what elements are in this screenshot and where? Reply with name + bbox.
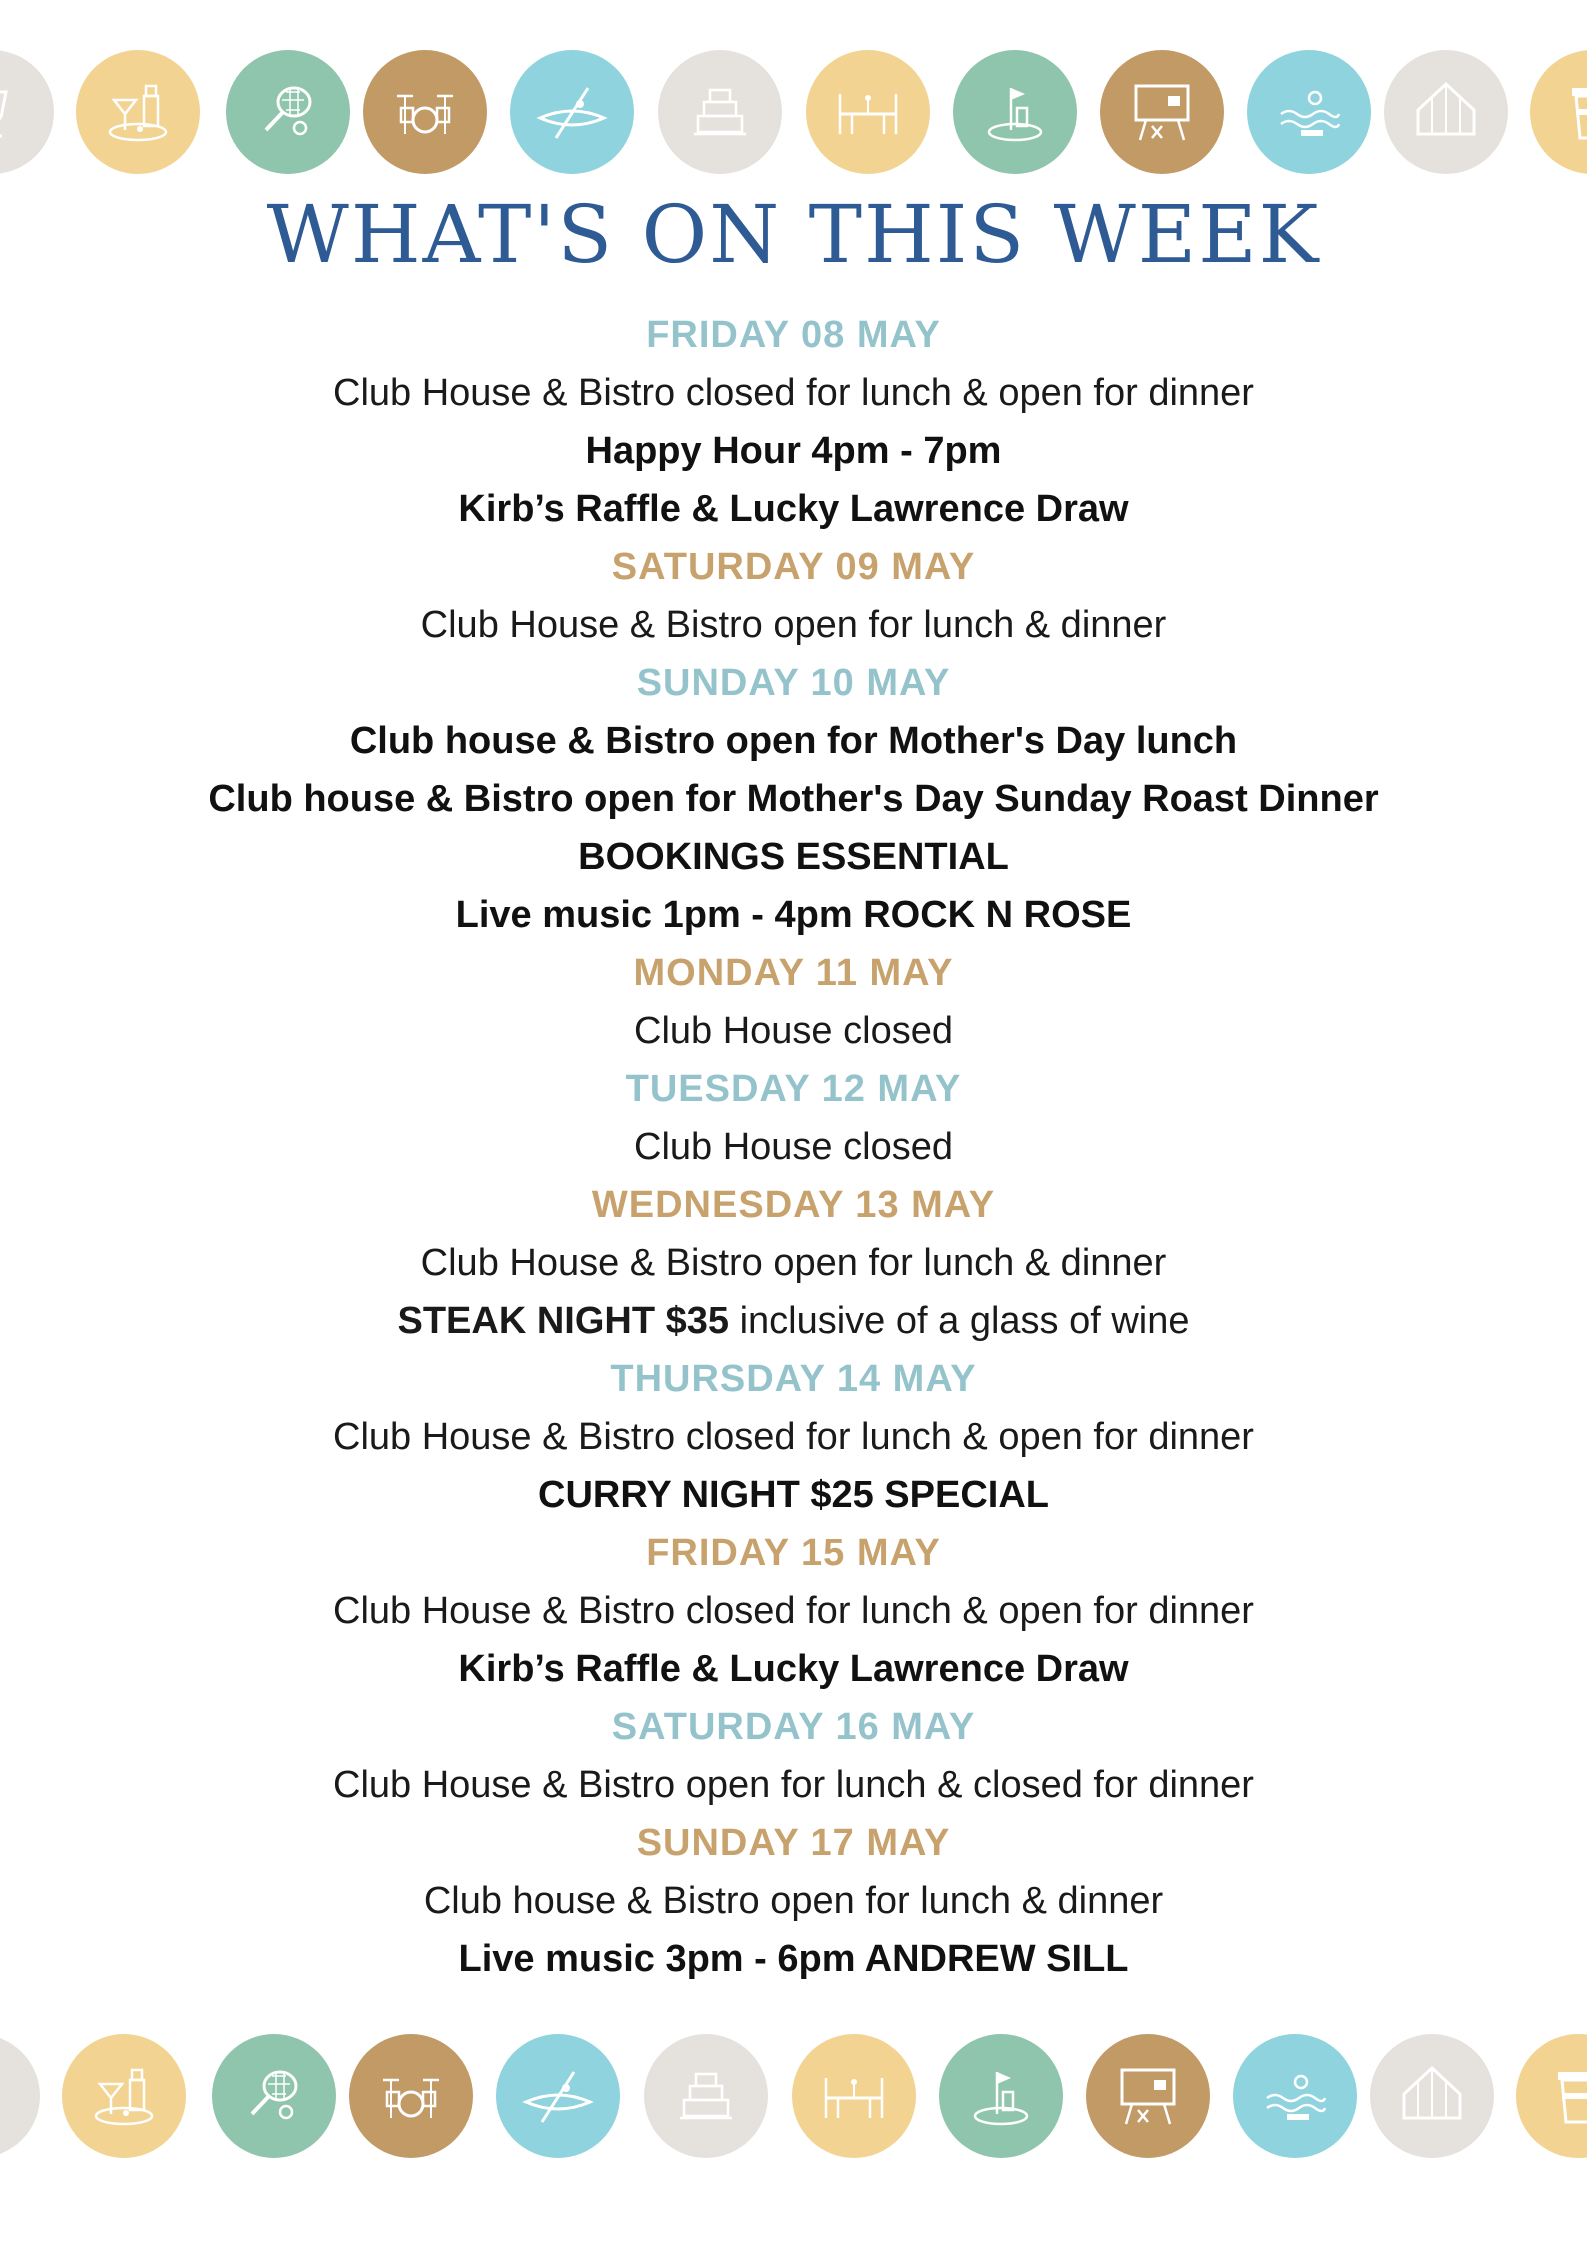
lawn-bowls-icon (1247, 50, 1371, 174)
event-line: Club house & Bistro open for Mother's Day Sunday Roast Dinner (208, 778, 1379, 820)
kayak-icon (496, 2034, 620, 2158)
marquee-icon (1384, 50, 1508, 174)
golf-icon (939, 2034, 1063, 2158)
event-line (0, 1292, 1587, 1350)
glass-icon (0, 50, 54, 174)
cocktail-wine-icon (76, 50, 200, 174)
event-line: Club House & Bistro closed for lunch & open for dinner (333, 1416, 1254, 1458)
bottom-icon-row (0, 2034, 1587, 2158)
event-line: Kirb’s Raffle & Lucky Lawrence Draw (458, 488, 1129, 530)
whiteboard-icon (1100, 50, 1224, 174)
coffee-cup-icon (1530, 50, 1587, 174)
event-line: BOOKINGS ESSENTIAL (578, 836, 1009, 878)
cake-icon (658, 50, 782, 174)
event-line: Club House & Bistro open for lunch & closed for dinner (333, 1764, 1254, 1806)
day-heading-mon11: MONDAY 11 MAY (633, 952, 954, 994)
day-heading-fri08: FRIDAY 08 MAY (646, 314, 941, 356)
tennis-icon (226, 50, 350, 174)
top-icon-row (0, 50, 1587, 174)
page-title: WHAT'S ON THIS WEEK (266, 188, 1321, 281)
event-line: Club house & Bistro open for lunch & dinner (423, 1880, 1164, 1922)
cake-icon (644, 2034, 768, 2158)
event-line: Club House & Bistro closed for lunch & open for dinner (333, 372, 1254, 414)
day-heading-tue12: TUESDAY 12 MAY (625, 1068, 962, 1110)
tennis-icon (212, 2034, 336, 2158)
event-line: Happy Hour 4pm - 7pm (585, 430, 1002, 472)
event-line: Live music 1pm - 4pm ROCK N ROSE (455, 894, 1132, 936)
marquee-icon (1370, 2034, 1494, 2158)
event-line: CURRY NIGHT $25 SPECIAL (538, 1474, 1049, 1516)
event-line: Kirb’s Raffle & Lucky Lawrence Draw (458, 1648, 1129, 1690)
day-heading-sat09: SATURDAY 09 MAY (611, 546, 976, 588)
weekly-schedule (0, 306, 1587, 1988)
dining-table-icon (806, 50, 930, 174)
steak-night-detail: inclusive of a glass of wine (729, 1300, 1190, 1342)
event-line: Club House closed (634, 1126, 953, 1168)
day-heading-sun17: SUNDAY 17 MAY (636, 1822, 951, 1864)
event-line: Club house & Bistro open for Mother's Day lunch (349, 720, 1238, 762)
day-heading-fri15: FRIDAY 15 MAY (646, 1532, 941, 1574)
day-heading-thu14: THURSDAY 14 MAY (610, 1358, 977, 1400)
event-line: Club House & Bistro open for lunch & dinner (420, 604, 1167, 646)
day-heading-wed13: WEDNESDAY 13 MAY (591, 1184, 996, 1226)
cocktail-wine-icon (62, 2034, 186, 2158)
dining-table-icon (792, 2034, 916, 2158)
event-line: Live music 3pm - 6pm ANDREW SILL (458, 1938, 1129, 1980)
event-line: Club House & Bistro open for lunch & dinner (420, 1242, 1167, 1284)
day-heading-sat16: SATURDAY 16 MAY (611, 1706, 976, 1748)
steak-night-label: STEAK NIGHT $35 (397, 1300, 730, 1342)
lawn-bowls-icon (1233, 2034, 1357, 2158)
drum-kit-icon (349, 2034, 473, 2158)
coffee-cup-icon (1516, 2034, 1587, 2158)
glass-icon (0, 2034, 40, 2158)
golf-icon (953, 50, 1077, 174)
drum-kit-icon (363, 50, 487, 174)
kayak-icon (510, 50, 634, 174)
day-heading-sun10: SUNDAY 10 MAY (636, 662, 951, 704)
whiteboard-icon (1086, 2034, 1210, 2158)
event-line: Club House & Bistro closed for lunch & open for dinner (333, 1590, 1254, 1632)
event-line: Club House closed (634, 1010, 953, 1052)
